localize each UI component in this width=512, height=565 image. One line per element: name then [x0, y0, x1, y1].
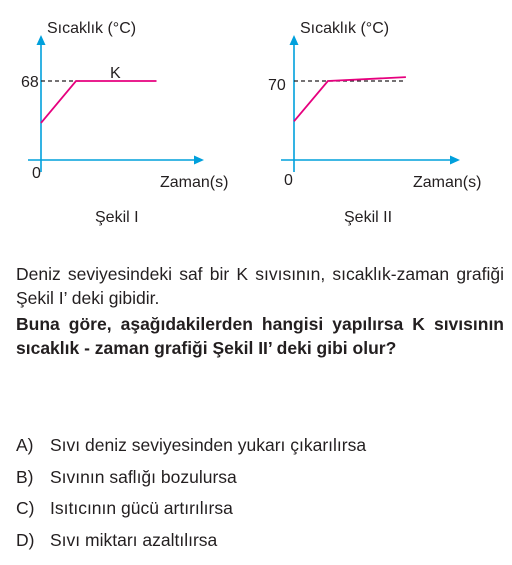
chart1-title: Şekil I: [95, 209, 139, 226]
chart2-title: Şekil II: [344, 209, 393, 226]
option-d-text: Sıvı miktarı azaltılırsa: [50, 529, 218, 550]
chart2-x-axis-arrowhead: [450, 156, 460, 165]
option-d[interactable]: [16, 525, 504, 557]
chart1-x-axis-arrowhead: [194, 156, 204, 165]
chart2-x-axis-label: Zaman(s): [413, 174, 482, 191]
chart2-y-axis-label: Sıcaklık (°C): [300, 20, 390, 37]
question-prompt: Buna göre, aşağıdakilerden hangisi yapılırsa K sıvısının sıcaklık - zaman grafiği Şekil II’ deki gibi olur?: [16, 314, 504, 358]
chart1-origin-label: 0: [32, 165, 41, 182]
option-b-letter: B): [16, 466, 34, 487]
question-text: [16, 263, 504, 360]
chart1-series-label: K: [110, 65, 121, 82]
chart-sekil-2: [268, 20, 481, 226]
chart2-y-axis-arrowhead: [290, 35, 299, 45]
chart1-series-line: [41, 81, 157, 123]
option-c-letter: C): [16, 498, 35, 518]
option-a-text: Sıvı deniz seviyesinden yukarı çıkarılırsa: [50, 435, 367, 455]
option-d-letter: D): [16, 529, 35, 550]
question-stem: Deniz seviyesindeki saf bir K sıvısının, sıcaklık-zaman grafiği Şekil I’ deki gibidir.: [16, 264, 504, 308]
chart2-y-marked-value: 70: [268, 77, 286, 94]
figures: [0, 0, 512, 250]
chart2-origin-label: 0: [284, 172, 293, 189]
answer-options: [16, 430, 504, 556]
option-a[interactable]: [16, 430, 504, 462]
chart1-y-axis-label: Sıcaklık (°C): [47, 20, 137, 37]
option-a-letter: A): [16, 435, 34, 455]
chart2-series-line: [294, 77, 406, 121]
option-b-text: Sıvının saflığı bozulursa: [50, 466, 237, 487]
chart1-x-axis-label: Zaman(s): [160, 174, 229, 191]
option-b[interactable]: [16, 462, 504, 494]
option-c[interactable]: [16, 493, 504, 525]
chart1-y-marked-value: 68: [21, 74, 39, 91]
option-c-text: Isıtıcının gücü artırılırsa: [50, 498, 233, 518]
chart-sekil-1: [21, 20, 228, 226]
chart1-y-axis-arrowhead: [37, 35, 46, 45]
